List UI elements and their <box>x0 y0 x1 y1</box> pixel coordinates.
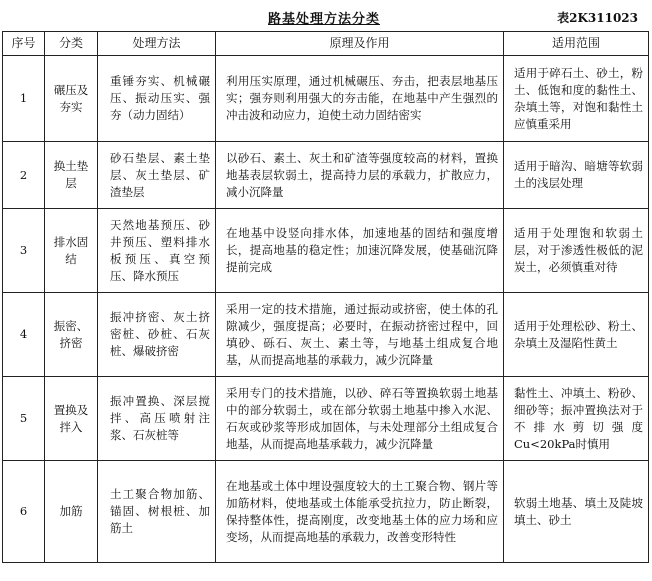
header-category: 分类 <box>45 32 98 56</box>
row-principle: 采用专门的技术措施，以砂、碎石等置换软弱土地基中的部分软弱土，或在部分软弱土地基中掺入水泥、石灰或砂浆等形成加固体，与未处理部分土组成复合地基，从而提高地基承载力，减少沉降量 <box>216 377 504 461</box>
table-title: 路基处理方法分类 <box>268 12 381 27</box>
table-row <box>3 293 649 377</box>
row-principle: 以砂石、素土、灰土和矿渣等强度较高的材料，置换地基表层软弱土，提高持力层的承载力，扩散应力，减小沉降量 <box>216 142 504 209</box>
row-scope: 黏性土、冲填土、粉砂、细砂等；振冲置换法对于不排水剪切强度Cu<20kPa时慎用 <box>504 377 649 461</box>
row-principle: 在地基或土体中埋设强度较大的土工聚合物、钢片等加筋材料，使地基或土体能承受抗拉力，防止断裂，保持整体性，提高刚度，改变地基土体的应力场和应变场，从而提高地基的承载力，改善变形特性 <box>216 461 504 563</box>
row-method: 振冲置换、深层搅拌、高压喷射注浆、石灰桩等 <box>98 377 216 461</box>
header-principle: 原理及作用 <box>216 32 504 56</box>
row-scope: 适用于处理饱和软弱土层，对于渗透性极低的泥炭土，必须慎重对待 <box>504 209 649 293</box>
row-method: 土工聚合物加筋、锚固、树根桩、加筋土 <box>98 461 216 563</box>
row-principle: 在地基中设竖向排水体，加速地基的固结和强度增长，提高地基的稳定性；加速沉降发展，使基础沉降提前完成 <box>216 209 504 293</box>
table-number: 表2K311023 <box>557 11 638 25</box>
row-principle: 利用压实原理，通过机械碾压、夯击，把表层地基压实；强夯则利用强大的夯击能，在地基中产生强烈的冲击波和动应力，迫使土动力固结密实 <box>216 56 504 142</box>
row-category: 振密、挤密 <box>45 293 98 377</box>
table-row <box>3 377 649 461</box>
row-scope: 适用于处理松砂、粉土、杂填土及湿陷性黄土 <box>504 293 649 377</box>
classification-table <box>2 31 649 563</box>
row-scope: 适用于暗沟、暗塘等软弱土的浅层处理 <box>504 142 649 209</box>
header-row <box>3 32 649 56</box>
row-scope: 适用于碎石土、砂土，粉土、低饱和度的黏性土、杂填土等，对饱和黏性土应慎重采用 <box>504 56 649 142</box>
row-number: 1 <box>3 56 45 142</box>
table-row <box>3 56 649 142</box>
header-no: 序号 <box>3 32 45 56</box>
table-row <box>3 142 649 209</box>
header-scope: 适用范围 <box>504 32 649 56</box>
row-category: 加筋 <box>45 461 98 563</box>
table-row <box>3 209 649 293</box>
row-principle: 采用一定的技术措施，通过振动或挤密，使土体的孔隙减少，强度提高；必要时，在振动挤密过程中，回填砂、砾石、灰土、素土等，与地基土组成复合地基，从而提高地基的承载力，减少沉降量 <box>216 293 504 377</box>
row-number: 2 <box>3 142 45 209</box>
row-method: 重锤夯实、机械碾压、振动压实、强夯（动力固结） <box>98 56 216 142</box>
row-category: 换土垫层 <box>45 142 98 209</box>
row-number: 3 <box>3 209 45 293</box>
row-method: 天然地基预压、砂井预压、塑料排水板预压、真空预压、降水预压 <box>98 209 216 293</box>
row-number: 4 <box>3 293 45 377</box>
row-number: 6 <box>3 461 45 563</box>
row-method: 砂石垫层、素土垫层、灰土垫层、矿渣垫层 <box>98 142 216 209</box>
row-category: 碾压及夯实 <box>45 56 98 142</box>
table-caption <box>0 0 652 30</box>
row-category: 置换及拌入 <box>45 377 98 461</box>
header-method: 处理方法 <box>98 32 216 56</box>
row-scope: 软弱土地基、填土及陡坡填土、砂土 <box>504 461 649 563</box>
row-category: 排水固结 <box>45 209 98 293</box>
row-number: 5 <box>3 377 45 461</box>
row-method: 振冲挤密、灰土挤密桩、砂桩、石灰桩、爆破挤密 <box>98 293 216 377</box>
table-row <box>3 461 649 563</box>
